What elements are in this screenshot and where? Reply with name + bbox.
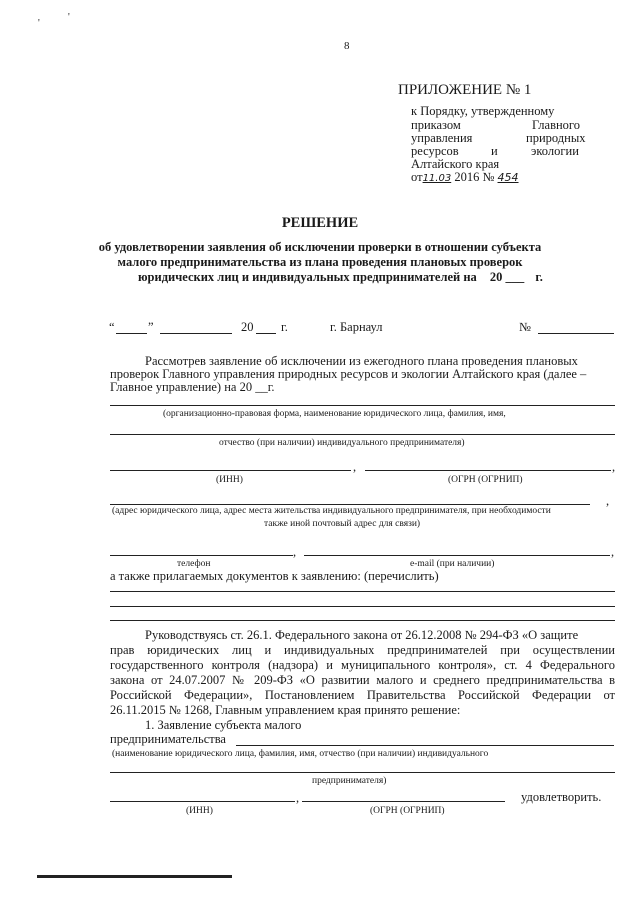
appendix-line: природных xyxy=(526,131,586,145)
organization-field-continued[interactable] xyxy=(110,434,615,435)
body-line: Рассмотрев заявление об исключении из ежегодного плана проведения плановых xyxy=(145,354,578,368)
decision-number-field[interactable] xyxy=(538,333,614,334)
number-prefix: № xyxy=(482,170,495,184)
address-field[interactable] xyxy=(110,504,590,505)
body-line: Российской Федерации», Постановлением Правительства Российской Федерации от xyxy=(110,688,615,702)
field-caption: (организационно-правовая форма, наименование юридического лица, фамилия, имя, xyxy=(163,409,506,419)
document-subtitle-line xyxy=(138,270,543,285)
stray-mark: ' xyxy=(38,18,40,29)
appendix-line: Алтайского края xyxy=(411,157,500,171)
comma: , xyxy=(296,791,300,805)
subtitle-year-suffix: г. xyxy=(535,270,543,284)
phone-field[interactable] xyxy=(110,555,293,556)
month-field[interactable] xyxy=(160,333,232,334)
inn-caption: (ИНН) xyxy=(186,806,213,816)
ogrn-caption: (ОГРН (ОГРНИП) xyxy=(448,475,523,485)
document-subtitle-line: малого предпринимательства из плана проведения плановых проверок xyxy=(117,255,523,269)
stray-mark: ' xyxy=(68,12,70,23)
appendix-date xyxy=(411,170,519,185)
date-prefix: от xyxy=(411,170,423,184)
organization-field[interactable] xyxy=(110,405,615,406)
body-line: государственного контроля (надзора) и муниципального контроля», ст. 4 Федерального xyxy=(110,658,615,672)
appendix-line: управления xyxy=(411,131,473,145)
satisfy-text: удовлетворить. xyxy=(521,790,602,804)
handwritten-number: 454 xyxy=(497,171,519,184)
appendix-line: приказом xyxy=(411,118,461,132)
subject-name-field-continued[interactable] xyxy=(110,772,615,773)
document-title: РЕШЕНИЕ xyxy=(281,215,359,231)
comma: , xyxy=(606,494,610,508)
item-inn-field[interactable] xyxy=(110,801,295,802)
ogrn-caption: (ОГРН (ОГРНИП) xyxy=(370,806,445,816)
date-year: 2016 xyxy=(454,170,480,184)
appendix-line: и xyxy=(491,144,498,158)
comma: , xyxy=(612,460,616,474)
field-caption: (наименование юридического лица, фамилия, имя, отчество (при наличии) индивидуального xyxy=(112,749,489,759)
city: г. Барнаул xyxy=(330,320,383,334)
ogrn-field[interactable] xyxy=(365,470,611,471)
body-line: закона от 24.07.2007 № 209-ФЗ «О развитии малого и среднего предпринимательства в xyxy=(110,673,615,687)
body-line: прав юридических лиц и индивидуальных предпринимателей при осуществлении xyxy=(110,643,615,657)
appendix-line: Главного xyxy=(532,118,580,132)
appendix-line: экологии xyxy=(531,144,579,158)
day-field[interactable] xyxy=(116,333,147,334)
document-subtitle-line: об удовлетворении заявления об исключении проверки в отношении субъекта xyxy=(98,240,542,254)
body-line: Главное управление) на 20 __г. xyxy=(110,380,275,394)
field-caption: (адрес юридического лица, адрес места жительства индивидуального предпринимателя, при необходимости xyxy=(112,506,551,516)
comma: , xyxy=(611,545,615,559)
subject-name-field[interactable] xyxy=(236,745,614,746)
year-suffix: г. xyxy=(281,320,288,334)
inn-field[interactable] xyxy=(110,470,351,471)
field-caption: отчество (при наличии) индивидуального предпринимателя) xyxy=(219,438,465,448)
item-line: 1. Заявление субъекта малого xyxy=(145,718,302,732)
comma: , xyxy=(353,460,357,474)
body-line: проверок Главного управления природных ресурсов и экологии Алтайского края (далее – xyxy=(110,367,587,381)
subtitle-text: юридических лиц и индивидуальных предпринимателей на xyxy=(138,270,477,284)
number-label: № xyxy=(519,320,531,334)
attachments-text: а также прилагаемых документов к заявлению: (перечислить) xyxy=(110,569,439,583)
year-field[interactable] xyxy=(256,333,276,334)
appendix-line: к Порядку, утвержденному xyxy=(411,104,555,118)
attachments-line[interactable] xyxy=(110,620,615,621)
body-line: Руководствуясь ст. 26.1. Федерального закона от 26.12.2008 № 294-ФЗ «О защите xyxy=(145,628,579,642)
body-line: 26.11.2015 № 1268, Главным управлением края принято решение: xyxy=(110,703,461,717)
year-prefix: 20 xyxy=(241,320,254,334)
quote-open: “ xyxy=(109,320,115,334)
attachments-line[interactable] xyxy=(110,591,615,592)
inn-caption: (ИНН) xyxy=(216,475,243,485)
handwritten-date: 11.03 xyxy=(422,173,452,184)
comma: , xyxy=(293,545,297,559)
appendix-title: ПРИЛОЖЕНИЕ № 1 xyxy=(398,82,532,98)
attachments-line[interactable] xyxy=(110,606,615,607)
field-caption: также иной почтовый адрес для связи) xyxy=(264,519,421,529)
bottom-rule xyxy=(37,875,232,878)
appendix-line: ресурсов xyxy=(411,144,459,158)
field-caption: предпринимателя) xyxy=(312,776,387,786)
email-caption: e-mail (при наличии) xyxy=(410,559,495,569)
email-field[interactable] xyxy=(304,555,610,556)
item-ogrn-field[interactable] xyxy=(302,801,505,802)
item-line: предпринимательства xyxy=(110,732,226,746)
subtitle-year: 20 ___ xyxy=(489,270,525,284)
phone-caption: телефон xyxy=(177,559,211,569)
quote-close: ” xyxy=(148,320,154,334)
page-number: 8 xyxy=(344,40,350,52)
